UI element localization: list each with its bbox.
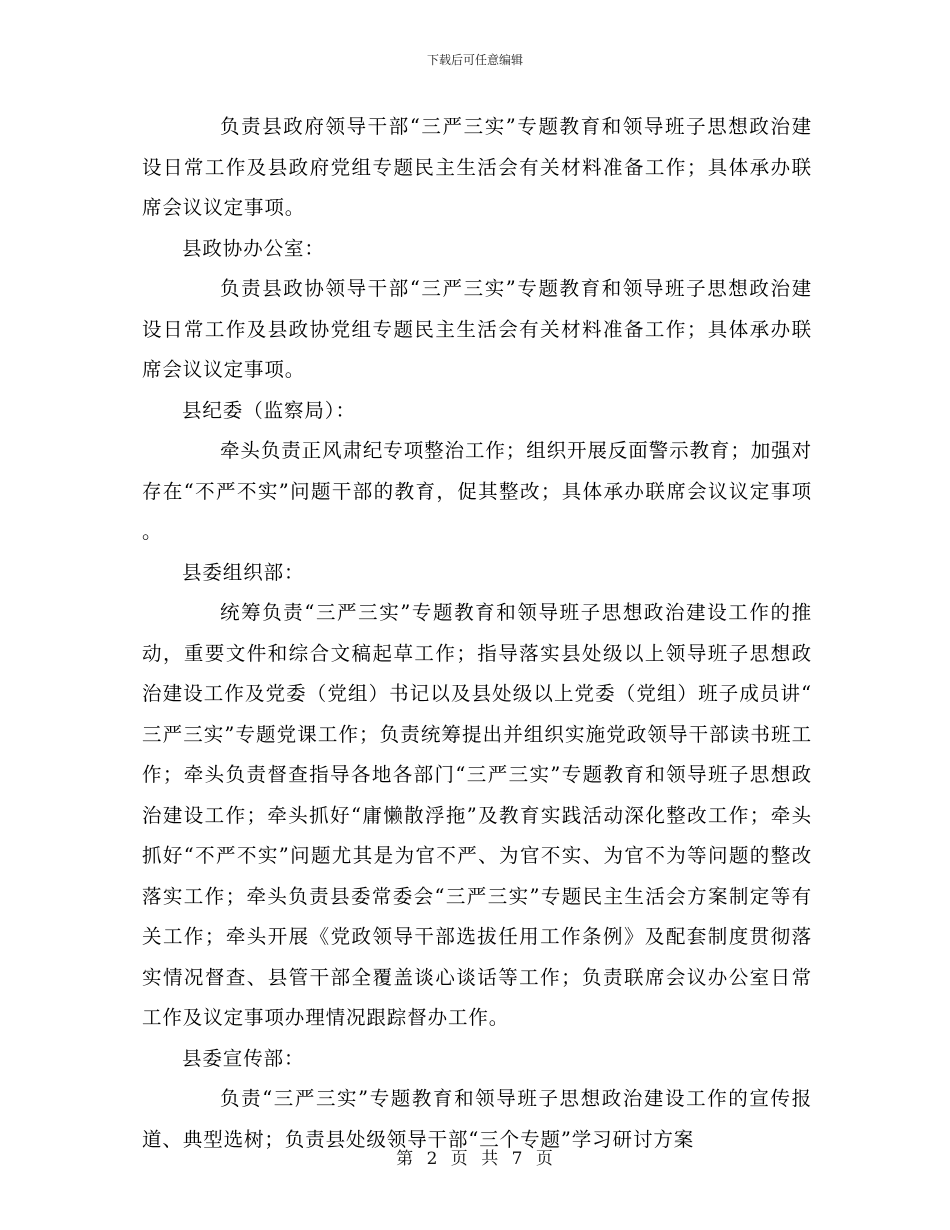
page-header: 下载后可任意编辑	[426, 53, 523, 67]
paragraph-publicity-department: 负责“三严三实”专题教育和领导班子思想政治建设工作的宣传报道、典型选树；负责县处级领导干部“三个专题”学习研讨方案	[142, 1087, 812, 1151]
paragraph-county-government-office: 负责县政府领导干部“三严三实”专题教育和领导班子思想政治建设日常工作及县政府党组专题民主生活会有关材料准备工作；具体承办联席会议议定事项。	[142, 115, 812, 219]
paragraph-cppcc-office: 负责县政协领导干部“三严三实”专题教育和领导班子思想政治建设日常工作及县政协党组专题民主生活会有关材料准备工作；具体承办联席会议议定事项。	[142, 277, 812, 381]
heading-discipline-commission: 县纪委（监察局）：	[182, 398, 356, 422]
document-body	[142, 107, 812, 1160]
heading-cppcc-office: 县政协办公室：	[182, 236, 325, 260]
heading-publicity-department: 县委宣传部：	[182, 1046, 305, 1070]
heading-organization-department: 县委组织部：	[182, 560, 305, 584]
page-footer: 第 2 页 共 7 页	[396, 1149, 554, 1169]
paragraph-organization-department: 统筹负责“三严三实”专题教育和领导班子思想政治建设工作的推动，重要文件和综合文稿起草工作；指导落实县处级以上领导班子思想政治建设工作及党委（党组）书记以及县处级以上党委（党组）班子成员讲“三严三实”专题党课工作；负责统筹提出并组织实施党政领导干部读书班工作；牵头负责督查指导各地各部门“三严三实”专题教育和领导班子思想政治建设工作；牵头抓好“庸懒散浮拖”及教育实践活动深化整改工作；牵头抓好“不严不实”问题尤其是为官不严、为官不实、为官不为等问题的整改落实工作；牵头负责县委常委会“三严三实”专题民主生活会方案制定等有关工作；牵头开展《党政领导干部选拔任用工作条例》及配套制度贯彻落实情况督查、县管干部全覆盖谈心谈话等工作；负责联席会议办公室日常工作及议定事项办理情况跟踪督办工作。	[142, 601, 812, 1029]
paragraph-discipline-commission: 牵头负责正风肃纪专项整治工作；组织开展反面警示教育；加强对存在“不严不实”问题干部的教育，促其整改；具体承办联席会议议定事项。	[142, 439, 812, 543]
